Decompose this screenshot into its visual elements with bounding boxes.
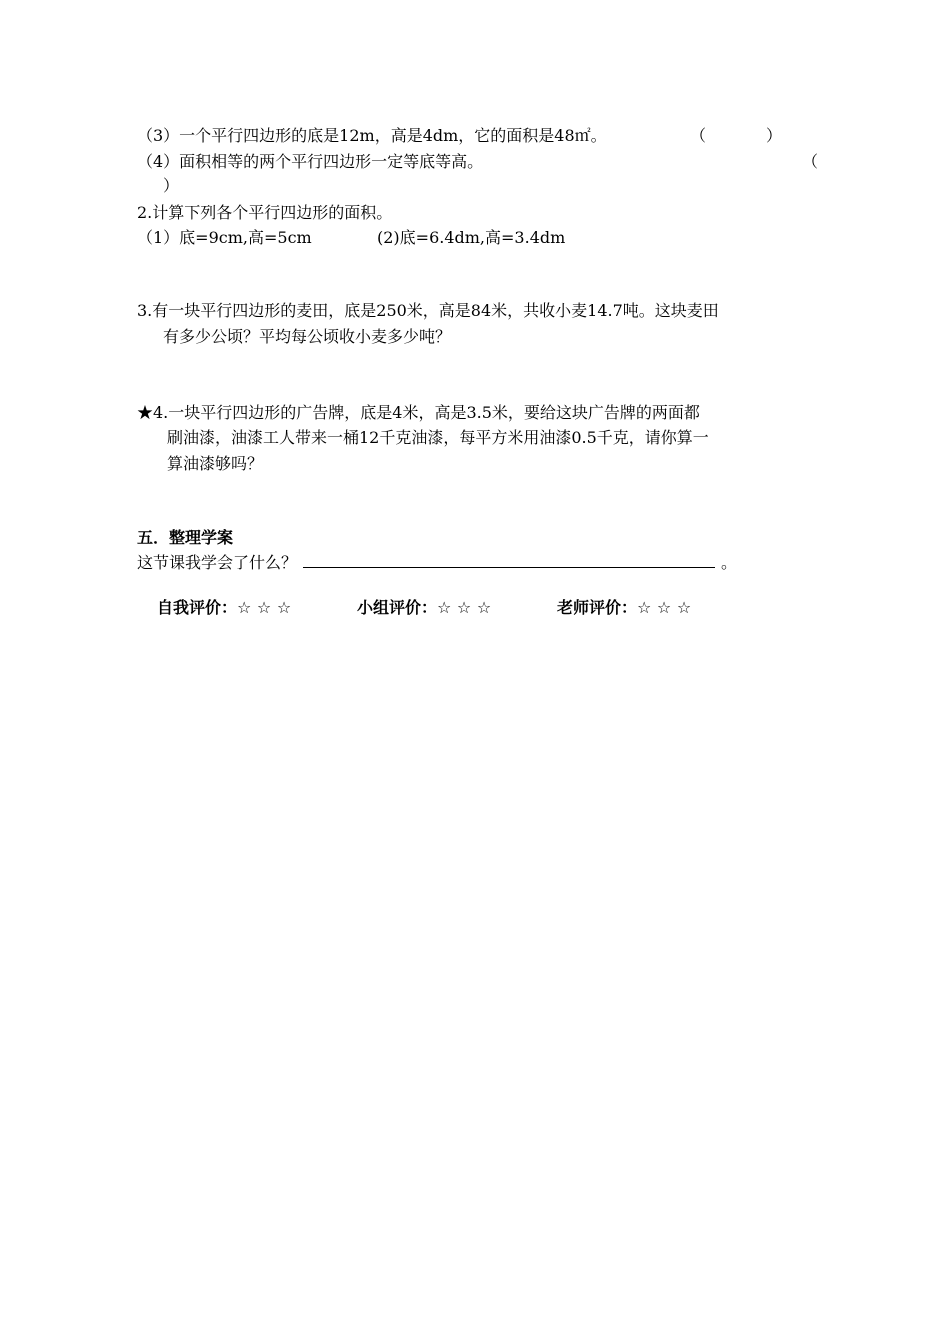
judge-item-3-paren-open: （	[690, 126, 707, 145]
teacher-evaluation-stars[interactable]: ☆ ☆ ☆	[637, 598, 692, 617]
group-evaluation-stars[interactable]: ☆ ☆ ☆	[437, 598, 492, 617]
question-3-line-1: 3.有一块平行四边形的麦田，底是250米，高是84米，共收小麦14.7吨。这块麦田	[137, 301, 719, 320]
self-evaluation-label: 自我评价：	[157, 598, 238, 617]
self-evaluation-stars[interactable]: ☆ ☆ ☆	[237, 598, 292, 617]
judge-item-3-text: （3）一个平行四边形的底是12m，高是4dm，它的面积是48㎡。	[137, 126, 607, 145]
group-evaluation-label: 小组评价：	[357, 598, 438, 617]
judge-item-3-paren-close: ）	[766, 126, 783, 145]
judge-item-4-text: （4）面积相等的两个平行四边形一定等底等高。	[137, 152, 484, 171]
question-2-sub-2: (2)底=6.4dm,高=3.4dm	[377, 228, 566, 247]
question-4-line-1: ★4.一块平行四边形的广告牌，底是4米，高是3.5米，要给这块广告牌的两面都	[137, 403, 700, 422]
question-4-line-2: 刷油漆，油漆工人带来一桶12千克油漆，每平方米用油漆0.5千克，请你算一	[167, 428, 709, 447]
summary-row	[137, 551, 737, 574]
summary-answer-line[interactable]	[303, 551, 715, 568]
judge-item-4-paren-open: （	[802, 152, 819, 171]
self-evaluation	[157, 597, 291, 619]
teacher-evaluation-label: 老师评价：	[557, 598, 638, 617]
group-evaluation	[357, 597, 491, 619]
question-2-title: 2.计算下列各个平行四边形的面积。	[137, 203, 393, 222]
summary-end-mark: 。	[721, 553, 738, 572]
summary-prompt: 这节课我学会了什么？	[137, 553, 298, 572]
question-2-sub-1: （1）底=9cm,高=5cm	[137, 228, 312, 247]
teacher-evaluation	[557, 597, 691, 619]
judge-item-4-paren-close: ）	[163, 176, 180, 195]
question-4-line-3: 算油漆够吗？	[167, 454, 264, 473]
question-3-line-2: 有多少公顷？平均每公顷收小麦多少吨？	[163, 327, 452, 346]
section-5-heading: 五．整理学案	[137, 528, 234, 547]
